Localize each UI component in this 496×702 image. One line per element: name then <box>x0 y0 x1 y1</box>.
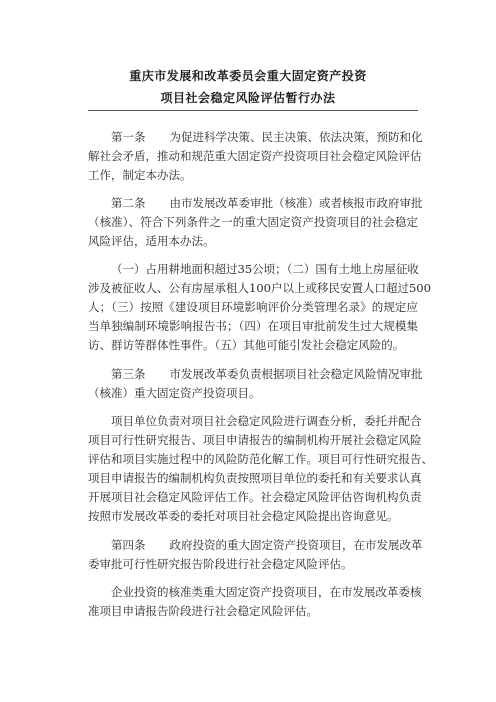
paragraph-enterprise-investment <box>88 583 422 621</box>
document-title-line-1: 重庆市发展和改革委员会重大固定资产投资 <box>129 69 367 83</box>
paragraph-article-4 <box>88 536 423 574</box>
paragraph-line: 风险评估，适用本办法。 <box>88 234 215 248</box>
paragraph-line: 第四条 政府投资的重大固定资产投资项目，在市发展改革 <box>88 536 418 555</box>
article-number: 第二条 <box>111 196 146 210</box>
title-divider <box>88 110 418 111</box>
paragraph-article-3 <box>88 365 423 403</box>
document-title-line-2: 项目社会稳定风险评估暂行办法 <box>160 91 336 105</box>
paragraph-line: （核准）、符合下列条件之一的重大固定资产投资项目的社会稳定 <box>88 215 418 229</box>
paragraph-responsibilities <box>88 412 433 526</box>
article-number: 第一条 <box>111 130 146 144</box>
paragraph-line: 访、群访等群体性事件。（五）其他可能引发社会稳定风险的。 <box>88 338 405 352</box>
paragraph-line: 解社会矛盾，推动和规范重大固定资产投资项目社会稳定风险评估 <box>88 149 422 163</box>
paragraph-conditions <box>88 260 431 355</box>
paragraph-line: 项目单位负责对项目社会稳定风险进行调查分析，委托并配合 <box>111 414 422 428</box>
paragraph-line: （一）占用耕地面积超过35公顷；（二）国有土地上房屋征收 <box>111 262 419 276</box>
article-number: 第三条 <box>111 367 146 381</box>
paragraph-line: 开展项目社会稳定风险评估工作。社会稳定风险评估咨询机构负责 <box>88 490 422 504</box>
paragraph-line: 工作，制定本办法。 <box>88 168 192 182</box>
paragraph-line: 涉及被征收人、公有房屋承租人100户以上或移民安置人口超过500 <box>88 281 431 295</box>
paragraph-article-2 <box>88 194 423 251</box>
paragraph-line: 第二条 由市发展改革委审批（核准）或者核报市政府审批 <box>88 194 418 213</box>
paragraph-line: 委审批可行性研究报告阶段进行社会稳定风险评估。 <box>88 557 353 571</box>
paragraph-line: 项目申请报告的编制机构负责按照项目单位的委托和有关要求认真 <box>88 471 422 485</box>
paragraph-line: 当单独编制环境影响报告书；（四）在项目审批前发生过大规模集 <box>88 319 418 333</box>
paragraph-line: 第三条 市发展改革委负责根据项目社会稳定风险情况审批 <box>88 365 418 384</box>
paragraph-article-1 <box>88 128 423 185</box>
paragraph-line: 第一条 为促进科学决策、民主决策、依法决策，预防和化 <box>88 128 418 147</box>
paragraph-line: 按照市发展改革委的委托对项目社会稳定风险提出咨询意见。 <box>88 509 399 523</box>
paragraph-line: 企业投资的核准类重大固定资产投资项目，在市发展改革委核 <box>111 585 422 599</box>
paragraph-line: 准项目申请报告阶段进行社会稳定风险评估。 <box>88 604 318 618</box>
paragraph-line: （核准）重大固定资产投资项目。 <box>88 386 261 400</box>
paragraph-line: 项目可行性研究报告、项目申请报告的编制机构开展社会稳定风险 <box>88 433 422 447</box>
paragraph-line: 评估和项目实施过程中的风险防范化解工作。项目可行性研究报告、 <box>88 452 433 466</box>
paragraph-line: 人；（三）按照《建设项目环境影响评价分类管理名录》的规定应 <box>88 300 418 314</box>
article-number: 第四条 <box>111 538 146 552</box>
